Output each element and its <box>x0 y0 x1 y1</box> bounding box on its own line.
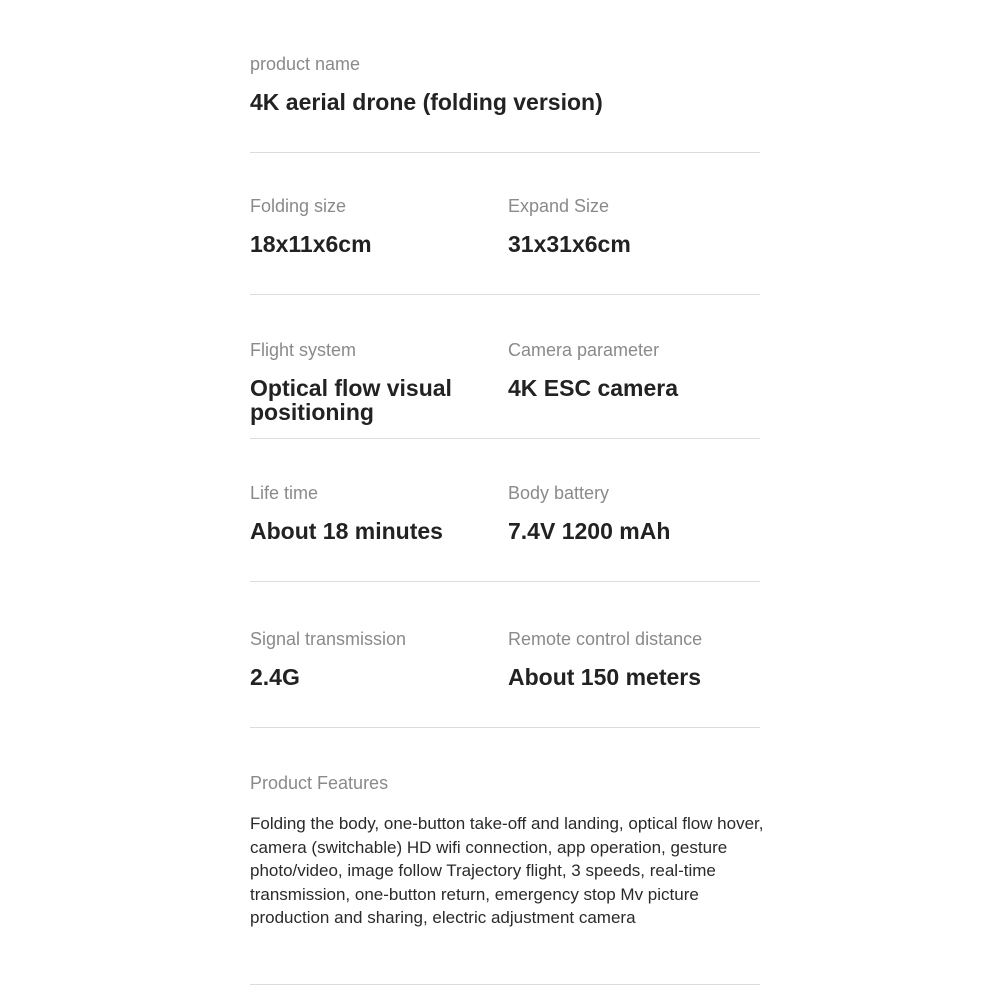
signal-transmission-label: Signal transmission <box>250 629 407 649</box>
divider <box>250 727 760 728</box>
flight-system-value: Optical flow visual positioning <box>250 375 452 425</box>
life-time-value: About 18 minutes <box>250 518 443 544</box>
product-features-label: Product Features <box>250 773 389 793</box>
remote-control-distance-label: Remote control distance <box>508 629 703 649</box>
life-time-label: Life time <box>250 483 319 503</box>
divider <box>250 438 760 439</box>
camera-parameter-value: 4K ESC camera <box>508 375 679 401</box>
flight-system-label: Flight system <box>250 340 357 360</box>
body-battery-label: Body battery <box>508 483 610 503</box>
product-features-text: Folding the body, one-button take-off and landing, optical flow hover, camera (switchable) HD wifi connection, app operation, gesture photo/video, image follow Trajectory flight, 3 speeds, real-time transmission, one-button return, emergency stop Mv picture production and sharing, electric adjustment camera <box>250 814 764 927</box>
folding-size-label: Folding size <box>250 196 347 216</box>
folding-size-value: 18x11x6cm <box>250 231 372 257</box>
signal-transmission-value: 2.4G <box>250 664 300 690</box>
expand-size-label: Expand Size <box>508 196 610 216</box>
divider <box>250 984 760 985</box>
product-name-label: product name <box>250 54 361 74</box>
remote-control-distance-value: About 150 meters <box>508 664 702 690</box>
product-name-value: 4K aerial drone (folding version) <box>250 89 603 115</box>
divider <box>250 581 760 582</box>
body-battery-value: 7.4V 1200 mAh <box>508 518 671 544</box>
expand-size-value: 31x31x6cm <box>508 231 631 257</box>
divider <box>250 294 760 295</box>
divider <box>250 152 760 153</box>
camera-parameter-label: Camera parameter <box>508 340 660 360</box>
